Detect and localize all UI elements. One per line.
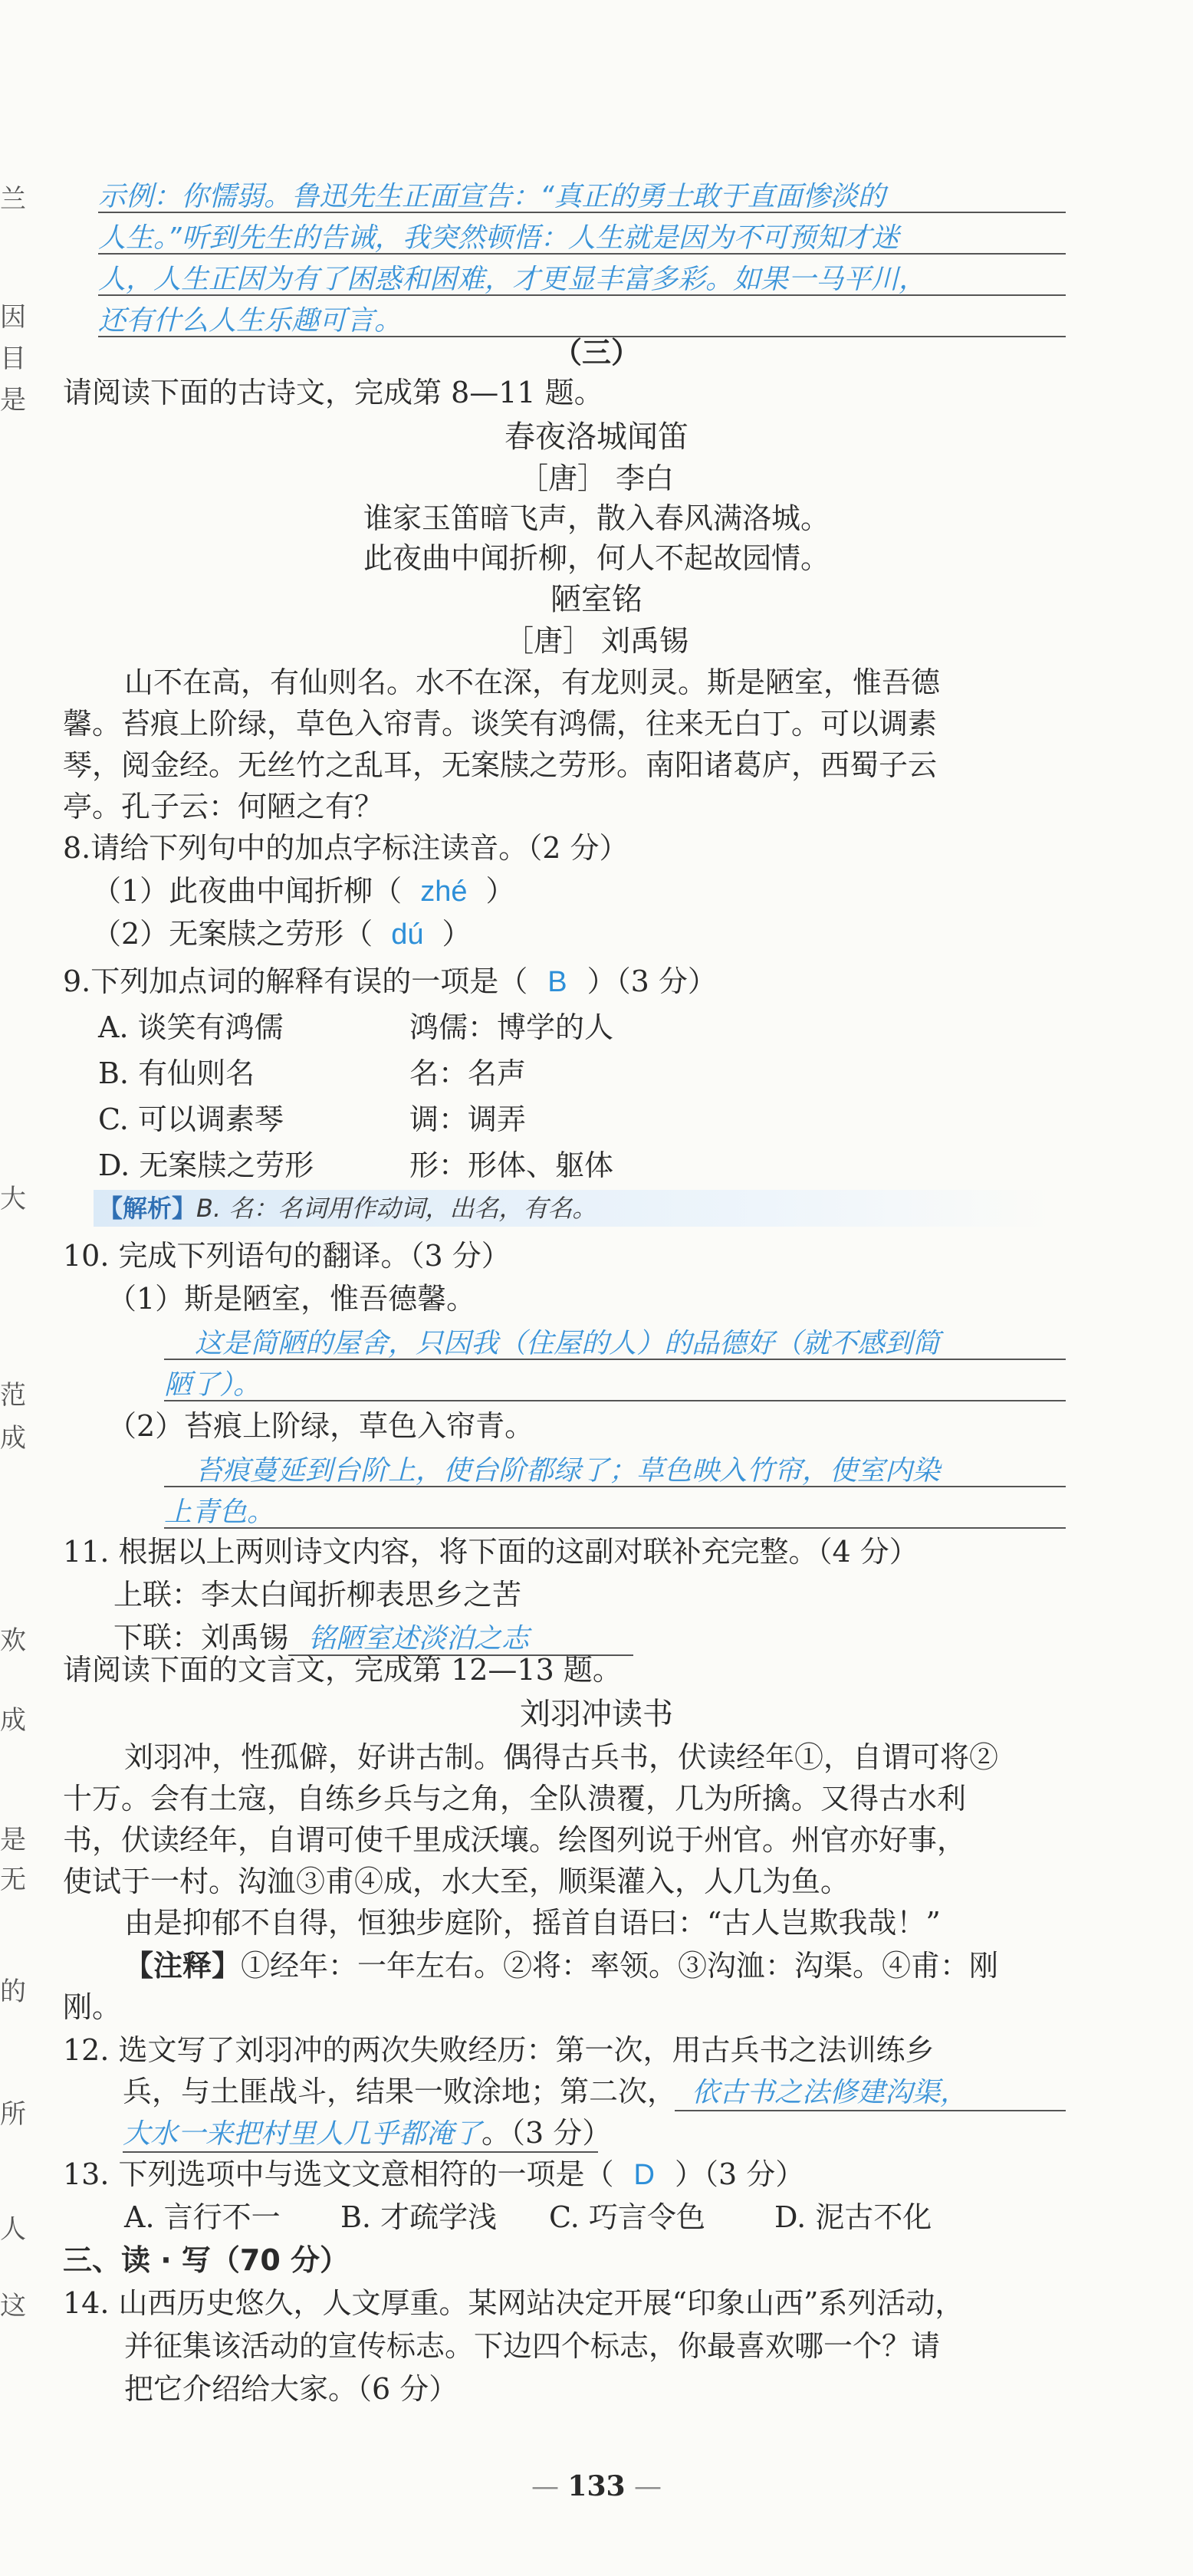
question-score: 。（3 分） <box>481 2116 612 2150</box>
option-left: C. 可以调素琴 <box>98 1102 284 1136</box>
couplet-lower-label: 下联：刘禹锡 <box>113 1621 289 1654</box>
handwritten-answer: 铭陋室述淡泊之志 <box>308 1623 530 1654</box>
essay-line: 山不在高，有仙则名。水不在深，有龙则灵。斯是陋室，惟吾德 <box>124 665 941 699</box>
sub-question: （1）斯是陋室，惟吾德馨。 <box>107 1282 476 1316</box>
handwritten-answer: 依古书之法修建沟渠， <box>692 2077 968 2108</box>
poem-author: ［唐］ 李白 <box>518 462 675 495</box>
passage-line: 十万。会有土寇，自练乡兵与之角，全队溃覆，几为所擒。又得古水利 <box>63 1782 967 1815</box>
close-paren: ） <box>442 917 472 951</box>
question-stem-text: 兵，与土匪战斗，结果一败涂地；第二次， <box>123 2075 677 2108</box>
margin-char: 欢 <box>0 1625 26 1656</box>
section-heading: （三） <box>552 335 640 370</box>
question-stem-text: 9.下列加点词的解释有误的一项是（ <box>63 964 528 998</box>
option: B. 才疏学浅 <box>340 2200 498 2234</box>
handwritten-line: 还有什么人生乐趣可言。 <box>98 305 403 337</box>
sub-question-text: （2）无案牍之劳形（ <box>92 917 373 951</box>
analysis-row <box>98 1193 596 1224</box>
passage-line: 使试于一村。沟洫③甫④成，水大至，顺渠灌入，人几为鱼。 <box>63 1865 850 1898</box>
margin-char: 目 <box>0 343 26 374</box>
instruction: 请阅读下面的文言文，完成第 12—13 题。 <box>63 1653 622 1687</box>
question-score: ）（3 分） <box>587 964 717 998</box>
margin-char: 大 <box>0 1184 26 1214</box>
option: C. 巧言令色 <box>549 2200 705 2234</box>
passage-note: 刚。 <box>63 1990 122 2024</box>
passage-line: 由是抑郁不自得，恒独步庭阶，摇首自语曰：“古人岂欺我哉！” <box>124 1906 941 1940</box>
handwritten-line: 人生。”听到先生的告诫，我突然顿悟：人生就是因为不可预知才迷 <box>98 222 899 254</box>
essay-title: 陋室铭 <box>550 582 643 617</box>
margin-char: 因 <box>0 302 26 333</box>
question-stem <box>63 961 717 1002</box>
margin-char: 无 <box>0 1865 26 1895</box>
handwritten-answer: 这是简陋的屋舍，只因我（住屋的人）的品德好（就不感到简 <box>195 1328 941 1359</box>
essay-author: ［唐］ 刘禹锡 <box>504 624 689 658</box>
passage-note <box>124 1946 998 1986</box>
margin-char: 是 <box>0 385 26 416</box>
poem-title: 春夜洛城闻笛 <box>504 419 689 455</box>
question-stem: 12. 选文写了刘羽冲的两次失败经历：第一次，用古兵书之法训练乡 <box>63 2033 935 2067</box>
margin-char: 成 <box>0 1705 26 1736</box>
couplet-upper: 上联：李太白闻折柳表思乡之苦 <box>113 1578 522 1612</box>
question-stem-text: 13. 下列选项中与选文文意相符的一项是（ <box>63 2157 614 2191</box>
handwritten-answer: 上青色。 <box>164 1497 275 1528</box>
section-heading: 三、读 · 写（70 分） <box>63 2243 350 2277</box>
option: A. 言行不一 <box>124 2200 281 2234</box>
page-number: 133 <box>567 2470 626 2502</box>
answer-choice: D <box>633 2159 655 2191</box>
question-stem: 把它介绍给大家。（6 分） <box>124 2372 458 2406</box>
margin-char: 所 <box>0 2099 26 2130</box>
option-left: D. 无案牍之劳形 <box>98 1148 314 1182</box>
margin-char: 是 <box>0 1825 26 1855</box>
essay-line: 亭。孔子云：何陋之有？ <box>63 790 384 823</box>
question-score: ）（3 分） <box>674 2157 805 2191</box>
sub-question <box>92 914 471 955</box>
instruction: 请阅读下面的古诗文，完成第 8—11 题。 <box>63 376 603 409</box>
sub-question-text: （1）此夜曲中闻折柳（ <box>92 874 403 908</box>
option-right: 鸿儒：博学的人 <box>409 1010 614 1044</box>
handwritten-answer: 陋了）。 <box>164 1369 261 1401</box>
question-stem: 8.请给下列句中的加点字标注读音。（2 分） <box>63 831 629 865</box>
answer-choice: B <box>547 966 567 998</box>
note-text: ①经年：一年左右。②将：率领。③沟洫：沟渠。④甫：刚 <box>241 1949 999 1983</box>
answer-pinyin: zhé <box>420 876 468 908</box>
handwritten-answer: 大水一来把村里人几乎都淹了 <box>123 2118 482 2150</box>
option-right: 名：名声 <box>409 1056 527 1090</box>
question-stem <box>123 2072 968 2113</box>
option: D. 泥古不化 <box>774 2200 932 2234</box>
passage-line: 书，伏读经年，自谓可使千里成沃壤。绘图列说于州官。州官亦好事， <box>63 1823 967 1857</box>
essay-line: 琴，阅金经。无丝竹之乱耳，无案牍之劳形。南阳诸葛庐，西蜀子云 <box>63 748 938 782</box>
margin-char: 人 <box>0 2214 26 2245</box>
option-right: 形：形体、躯体 <box>409 1148 614 1182</box>
handwritten-line: 示例：你懦弱。鲁迅先生正面宣告：“真正的勇士敢于直面惨淡的 <box>98 181 886 212</box>
question-stem: 14. 山西历史悠久，人文厚重。某网站决定开展“印象山西”系列活动， <box>63 2286 965 2320</box>
option-left: B. 有仙则名 <box>98 1056 255 1090</box>
analysis-tag: 【解析】 <box>98 1194 197 1223</box>
page-number-row: — 133 — <box>531 2470 662 2502</box>
note-tag: 【注释】 <box>124 1948 242 1983</box>
margin-char: 兰 <box>0 184 26 215</box>
margin-char: 这 <box>0 2291 26 2321</box>
close-paren: ） <box>485 874 515 908</box>
margin-char: 成 <box>0 1423 26 1454</box>
question-stem <box>123 2113 611 2154</box>
option-right: 调：调弄 <box>409 1102 527 1136</box>
poem-line: 此夜曲中闻折柳，何人不起故园情。 <box>363 541 830 575</box>
margin-char: 的 <box>0 1976 26 2007</box>
question-stem: 10. 完成下列语句的翻译。（3 分） <box>63 1239 511 1273</box>
question-stem: 并征集该活动的宣传标志。下边四个标志，你最喜欢哪一个？请 <box>124 2329 941 2363</box>
answer-pinyin: dú <box>391 918 424 951</box>
question-stem <box>63 2154 804 2195</box>
essay-line: 馨。苔痕上阶绿，草色入帘青。谈笑有鸿儒，往来无白丁。可以调素 <box>63 707 938 741</box>
passage-title: 刘羽冲读书 <box>520 1697 673 1732</box>
question-stem: 11. 根据以上两则诗文内容，将下面的这副对联补充完整。（4 分） <box>63 1535 919 1569</box>
passage-line: 刘羽冲，性孤僻，好讲古制。偶得古兵书，伏读经年①，自谓可将② <box>124 1740 999 1774</box>
sub-question: （2）苔痕上阶绿，草色入帘青。 <box>107 1409 534 1443</box>
sub-question <box>92 871 514 912</box>
option-left: A. 谈笑有鸿儒 <box>98 1010 284 1044</box>
poem-line: 谁家玉笛暗飞声，散入春风满洛城。 <box>363 501 830 535</box>
analysis-text: B. 名：名词用作动词，出名，有名。 <box>196 1194 597 1223</box>
margin-char: 范 <box>0 1380 26 1411</box>
handwritten-answer: 苔痕蔓延到台阶上，使台阶都绿了；草色映入竹帘，使室内染 <box>195 1455 941 1487</box>
handwritten-line: 人，人生正因为有了困惑和困难，才更显丰富多彩。如果一马平川， <box>98 264 927 295</box>
